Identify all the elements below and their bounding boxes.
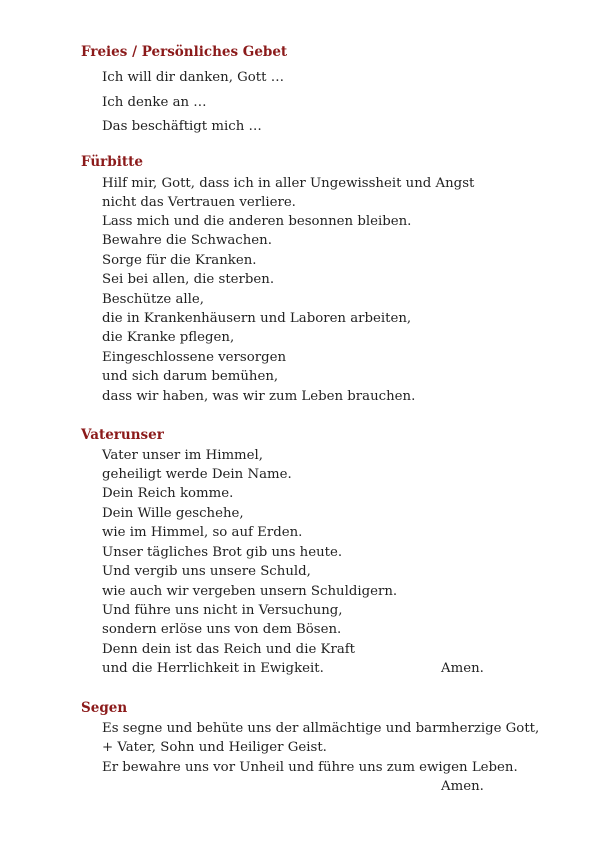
prayer-line: Ich will dir danken, Gott … (102, 70, 284, 85)
prayer-line: die in Krankenhäusern und Laboren arbeiten, (102, 311, 412, 326)
prayer-line: die Kranke pflegen, (102, 330, 235, 345)
prayer-line: dass wir haben, was wir zum Leben brauchen. (102, 389, 416, 404)
prayer-line: wie im Himmel, so auf Erden. (102, 525, 303, 540)
prayer-line: Das beschäftigt mich … (102, 119, 262, 134)
prayer-line: Sei bei allen, die sterben. (102, 272, 275, 287)
prayer-line: sondern erlöse uns von dem Bösen. (102, 622, 342, 637)
prayer-line: + Vater, Sohn und Heiliger Geist. (102, 740, 327, 755)
prayer-line: wie auch wir vergeben unsern Schuldigern. (102, 584, 398, 599)
prayer-line: Und vergib uns unsere Schuld, (102, 564, 311, 579)
prayer-line: Vater unser im Himmel, (102, 448, 264, 463)
prayer-line: Bewahre die Schwachen. (102, 233, 272, 248)
section-heading: Fürbitte (81, 154, 143, 170)
prayer-line: Und führe uns nicht in Versuchung, (102, 603, 343, 618)
prayer-line: Dein Reich komme. (102, 486, 234, 501)
prayer-line: geheiligt werde Dein Name. (102, 467, 292, 482)
prayer-line: und die Herrlichkeit in Ewigkeit. (102, 661, 324, 676)
prayer-line: Unser tägliches Brot gib uns heute. (102, 545, 343, 560)
prayer-line: Er bewahre uns vor Unheil und führe uns zum ewigen Leben. (102, 760, 518, 775)
amen-label: Amen. (441, 661, 484, 676)
prayer-line: Lass mich und die anderen besonnen bleiben. (102, 214, 412, 229)
prayer-line: nicht das Vertrauen verliere. (102, 195, 296, 210)
prayer-line: Es segne und behüte uns der allmächtige und barmherzige Gott, (102, 721, 540, 736)
prayer-line: Dein Wille geschehe, (102, 506, 244, 521)
section-heading: Segen (81, 700, 128, 716)
prayer-line: Ich denke an … (102, 95, 207, 110)
section-heading: Vaterunser (81, 427, 164, 443)
section-heading: Freies / Persönliches Gebet (81, 44, 288, 60)
prayer-line: Beschütze alle, (102, 292, 205, 307)
amen-label: Amen. (441, 779, 484, 794)
prayer-line: und sich darum bemühen, (102, 369, 279, 384)
prayer-line: Sorge für die Kranken. (102, 253, 257, 268)
prayer-line: Eingeschlossene versorgen (102, 350, 287, 365)
prayer-line: Denn dein ist das Reich und die Kraft (102, 642, 356, 657)
prayer-line: Hilf mir, Gott, dass ich in aller Ungewissheit und Angst (102, 176, 475, 191)
